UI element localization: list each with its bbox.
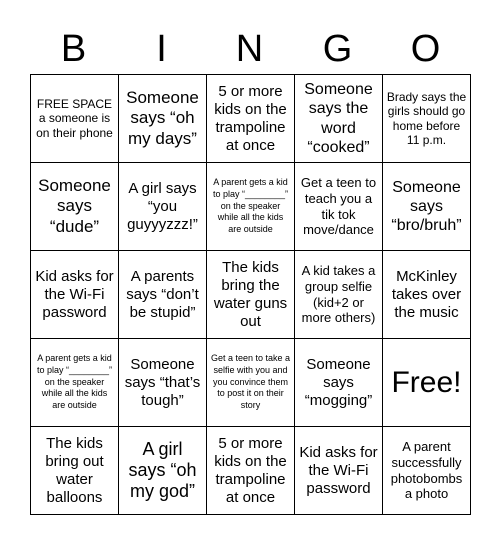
bingo-cell-r1-c1[interactable]: FREE SPACE a someone is on their phone <box>31 75 119 163</box>
bingo-cell-r2-c1[interactable]: Someone says “dude” <box>31 163 119 251</box>
header-letter-i: I <box>156 28 168 70</box>
bingo-cell-r4-c2[interactable]: Someone says “that’s tough” <box>119 339 207 427</box>
bingo-board <box>30 74 471 515</box>
bingo-cell-r2-c5[interactable]: Someone says “bro/bruh” <box>383 163 471 251</box>
bingo-cell-r5-c5[interactable]: A parent successfully photobombs a photo <box>383 427 471 515</box>
bingo-cell-r3-c1[interactable]: Kid asks for the Wi-Fi password <box>31 251 119 339</box>
bingo-cell-r3-c2[interactable]: A parents says “don’t be stupid” <box>119 251 207 339</box>
header-letter-b: B <box>60 28 88 70</box>
bingo-cell-r3-c4[interactable]: A kid takes a group selfie (kid+2 or more others) <box>295 251 383 339</box>
header-letter-n: N <box>235 28 265 70</box>
bingo-cell-r5-c4[interactable]: Kid asks for the Wi-Fi password <box>295 427 383 515</box>
bingo-cell-r5-c1[interactable]: The kids bring out water balloons <box>31 427 119 515</box>
bingo-cell-r5-c3[interactable]: 5 or more kids on the trampoline at once <box>207 427 295 515</box>
bingo-cell-r4-c1[interactable]: A parent gets a kid to play “________” on the speaker while all the kids are outside <box>31 339 119 427</box>
header-letter-o: O <box>410 28 442 70</box>
bingo-cell-r4-c3[interactable]: Get a teen to take a selfie with you and you convince them to post it on their story <box>207 339 295 427</box>
bingo-cell-r2-c3[interactable]: A parent gets a kid to play “________” on the speaker while all the kids are outside <box>207 163 295 251</box>
bingo-cell-r1-c5[interactable]: Brady says the girls should go home before 11 p.m. <box>383 75 471 163</box>
bingo-cell-r1-c3[interactable]: 5 or more kids on the trampoline at once <box>207 75 295 163</box>
bingo-cell-r2-c4[interactable]: Get a teen to teach you a tik tok move/dance <box>295 163 383 251</box>
header-letter-g: G <box>322 28 354 70</box>
bingo-cell-free[interactable]: Free! <box>383 339 471 427</box>
bingo-cell-r3-c3[interactable]: The kids bring the water guns out <box>207 251 295 339</box>
bingo-cell-r1-c4[interactable]: Someone says the word “cooked” <box>295 75 383 163</box>
bingo-cell-r3-c5[interactable]: McKinley takes over the music <box>383 251 471 339</box>
bingo-cell-r1-c2[interactable]: Someone says “oh my days” <box>119 75 207 163</box>
bingo-cell-r2-c2[interactable]: A girl says “you guyyyzzz!” <box>119 163 207 251</box>
bingo-cell-r5-c2[interactable]: A girl says “oh my god” <box>119 427 207 515</box>
bingo-header <box>30 24 470 74</box>
bingo-cell-r4-c4[interactable]: Someone says “mogging” <box>295 339 383 427</box>
